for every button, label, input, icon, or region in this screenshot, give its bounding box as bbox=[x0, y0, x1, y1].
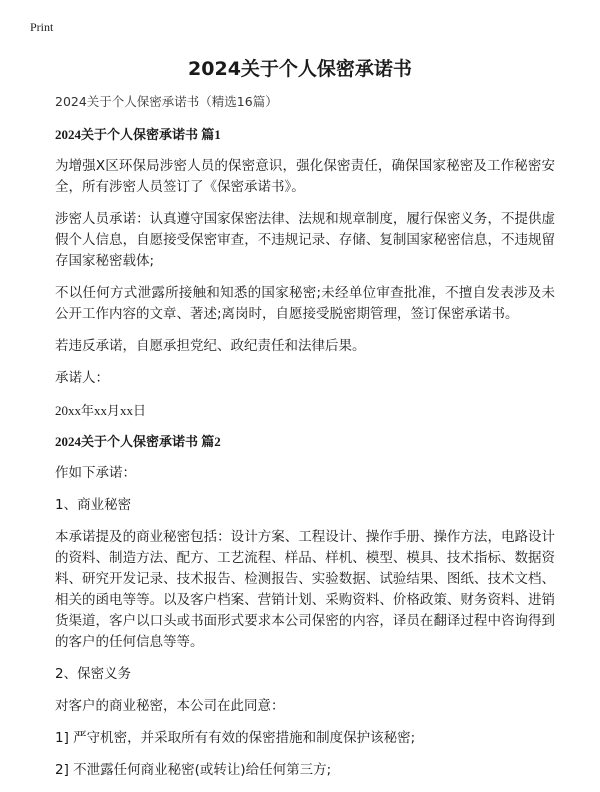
paragraph: 作如下承诺： bbox=[55, 465, 136, 481]
signer-label: 承诺人： bbox=[55, 370, 109, 386]
paragraph: 不以任何方式泄露所接触和知悉的国家秘密;未经单位审查批准，不擅自发表涉及未公开工作内容的文章、著述;离岗时，自愿接受脱密期管理，签订保密承诺书。 bbox=[55, 285, 555, 322]
document-subtitle: 2024关于个人保密承诺书（精选16篇） bbox=[55, 94, 278, 109]
paragraph: 2、保密义务 bbox=[55, 666, 132, 682]
paragraph: 对客户的商业秘密，本公司在此同意： bbox=[55, 698, 285, 714]
paragraph: 为增强X区环保局涉密人员的保密意识，强化保密责任，确保国家秘密及工作秘密安全，所有涉密人员签订了《保密承诺书》。 bbox=[55, 158, 555, 195]
print-link[interactable]: Print bbox=[30, 20, 54, 34]
section-1-heading: 2024关于个人保密承诺书 篇1 bbox=[55, 127, 221, 142]
paragraph: 涉密人员承诺：认真遵守国家保密法律、法规和规章制度，履行保密义务，不提供虚假个人信息，自愿接受保密审查，不违规记录、存储、复制国家秘密信息，不违规留存国家秘密载体; bbox=[55, 211, 555, 269]
section-2-heading: 2024关于个人保密承诺书 篇2 bbox=[55, 434, 221, 449]
date-line: 20xx年xx月xx日 bbox=[55, 403, 147, 418]
paragraph: 若违反承诺，自愿承担党纪、政纪责任和法律后果。 bbox=[55, 338, 366, 354]
paragraph: 本承诺提及的商业秘密包括：设计方案、工程设计、操作手册、操作方法，电路设计的资料、制造方法、配方、工艺流程、样品、样机、模型、模具、技术指标、数据资料、研究开发记录、技术报告、检测报告、实验数据、试验结果、图纸、技术文档、相关的函电等等。以及客户档案、营销计划、采购资料、价格政策、财务资料、进销货渠道，客户以口头或书面形式要求本公司保密的内容，译员在翻译过程中咨询得到的客户的任何信息等等。 bbox=[55, 529, 555, 650]
document-title: 2024关于个人保密承诺书 bbox=[188, 58, 412, 80]
paragraph: 2] 不泄露任何商业秘密(或转让)给任何第三方; bbox=[55, 762, 332, 778]
document-body bbox=[55, 92, 555, 792]
paragraph: 1] 严守机密，并采取所有有效的保密措施和制度保护该秘密; bbox=[55, 730, 416, 746]
paragraph: 1、商业秘密 bbox=[55, 497, 132, 513]
